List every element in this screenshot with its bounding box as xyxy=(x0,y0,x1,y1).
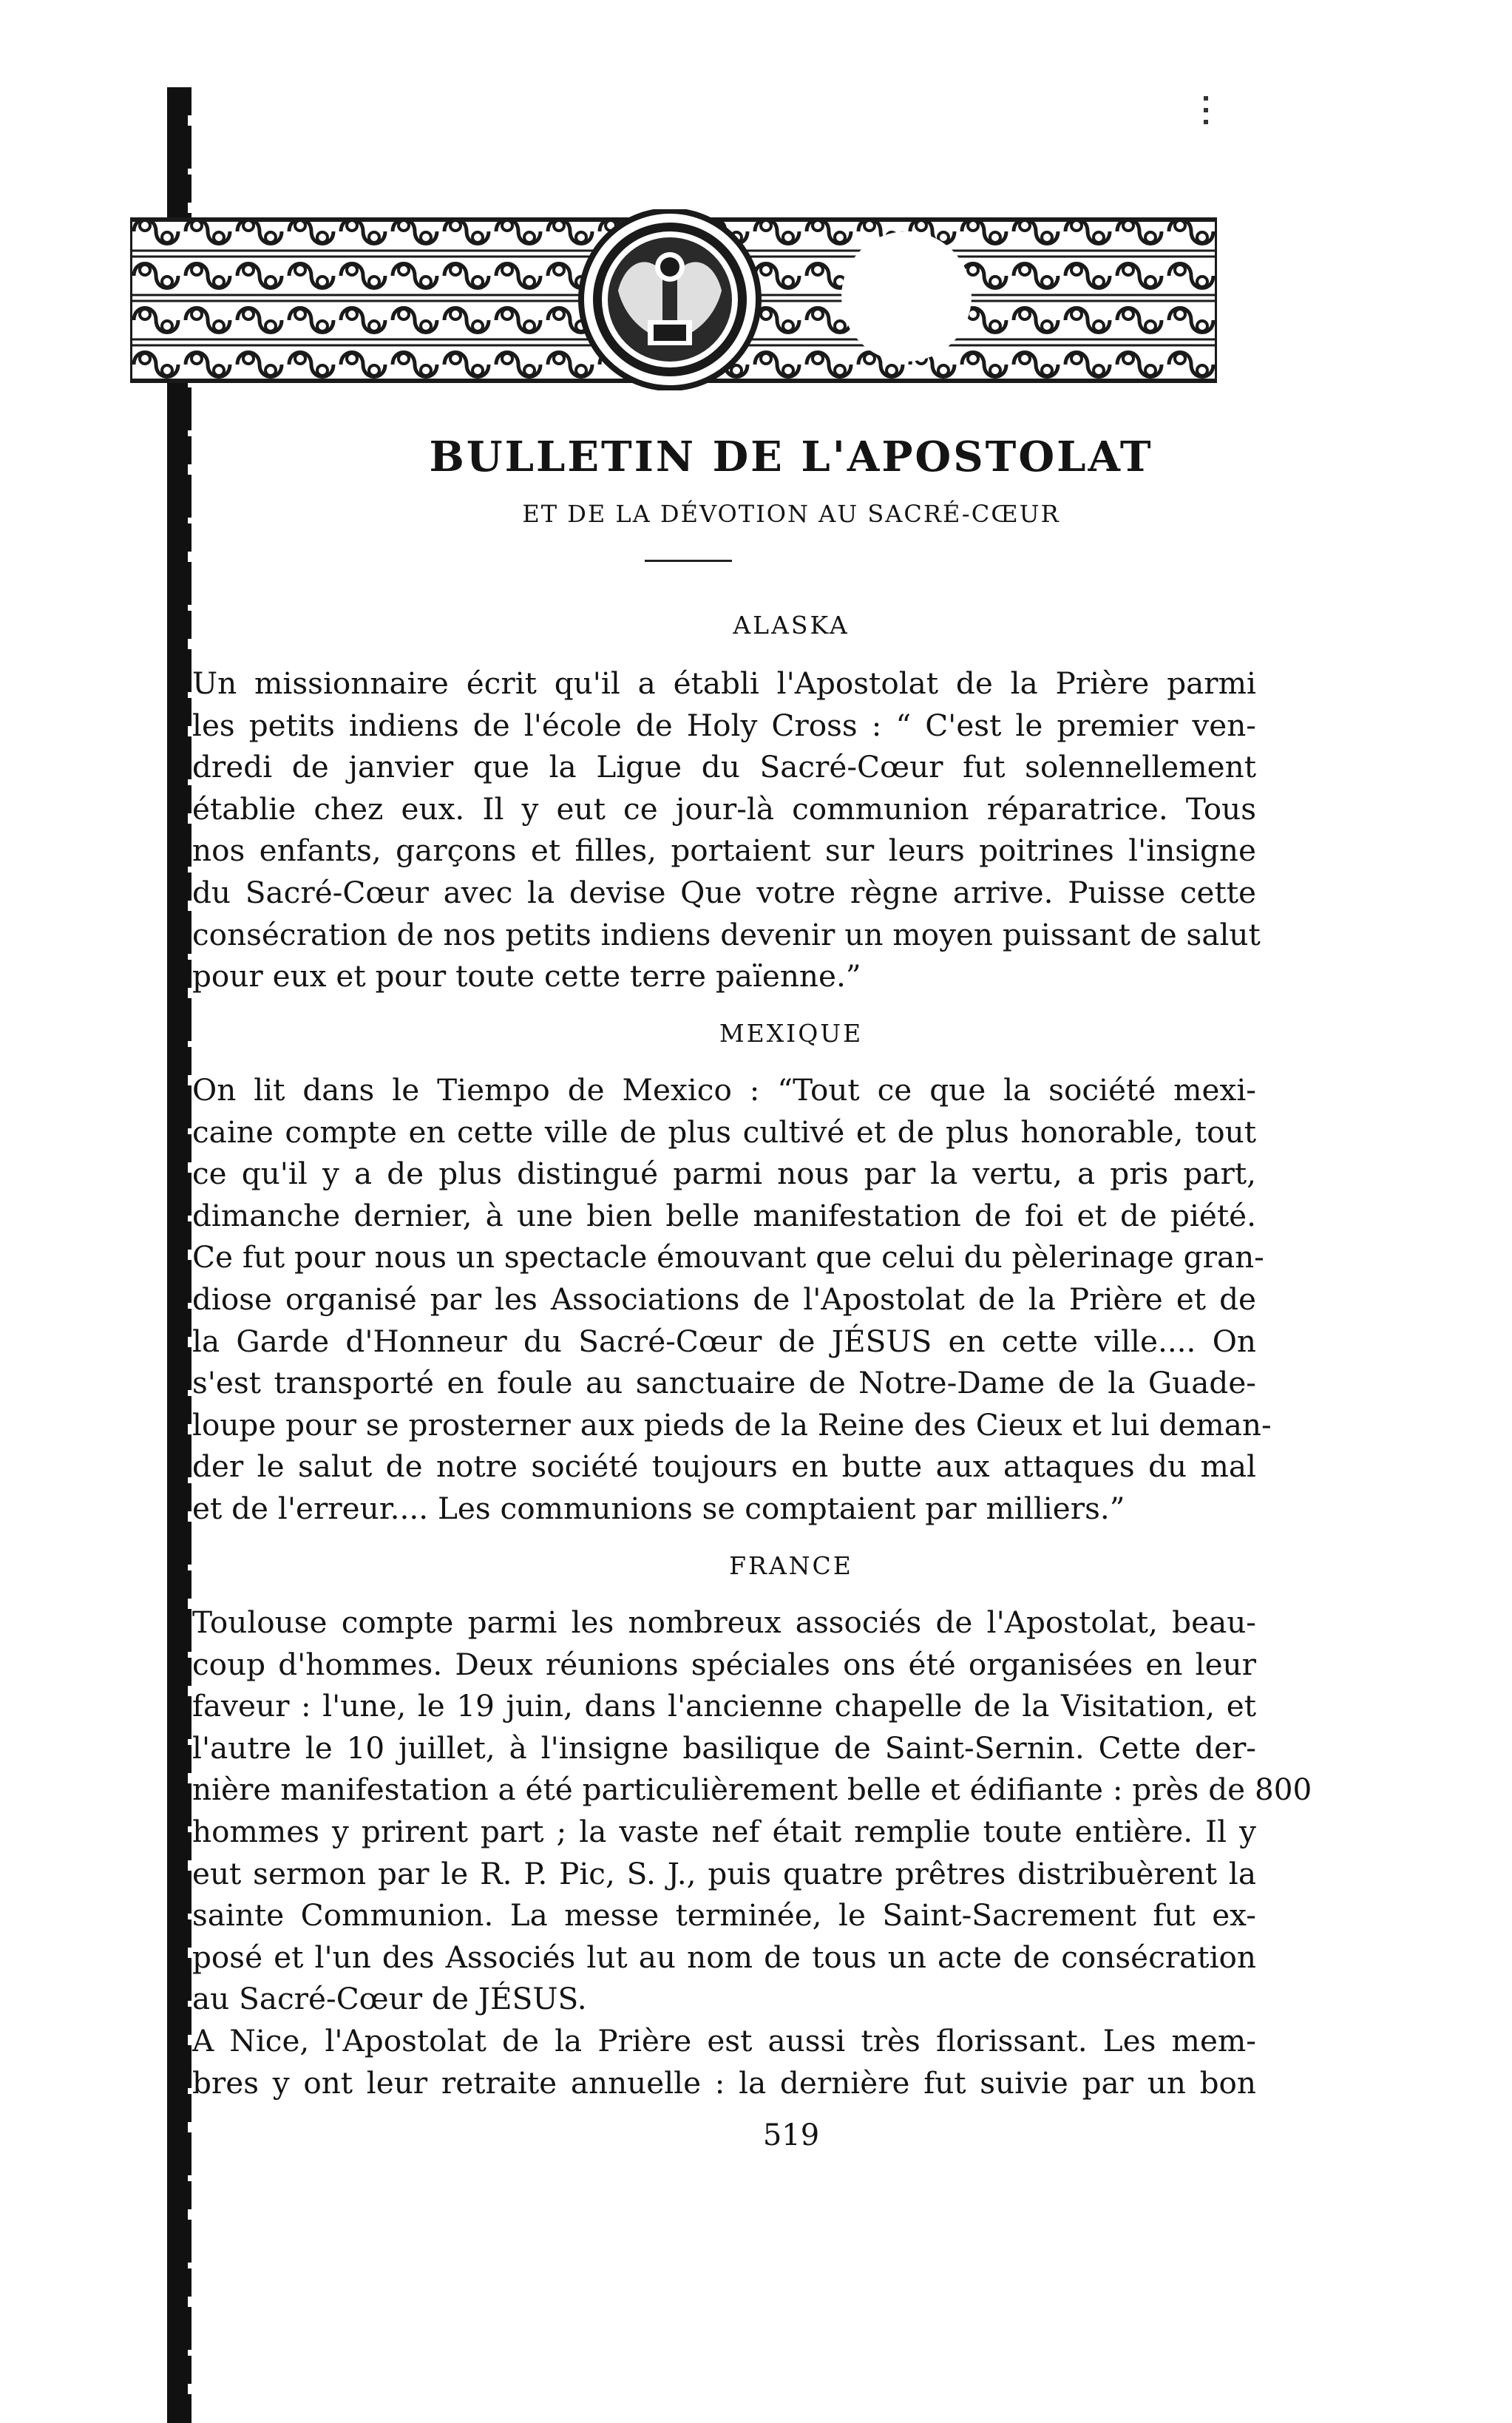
text-line: faveur : l'une, le 19 juin, dans l'ancienne chapelle de la Visitation, et xyxy=(192,1688,1256,1724)
section-heading-france: FRANCE xyxy=(729,1551,853,1580)
paragraph-mexique xyxy=(172,1069,1272,1530)
corner-mark xyxy=(1204,96,1208,126)
text-line: et de l'erreur.... Les communions se comptaient par milliers.” xyxy=(192,1490,1125,1526)
text-line: eut sermon par le R. P. Pic, S. J., puis quatre prêtres distribuèrent la xyxy=(192,1855,1256,1891)
bulletin-title: BULLETIN DE L'APOSTOLAT xyxy=(429,433,1153,481)
text-line: bres y ont leur retraite annuelle : la dernière fut suivie par un bon xyxy=(192,2064,1256,2101)
text-line: Toulouse compte parmi les nombreux associés de l'Apostolat, beau- xyxy=(192,1604,1256,1640)
text-line: Ce fut pour nous un spectacle émouvant que celui du pèlerinage gran- xyxy=(192,1239,1264,1275)
text-line: On lit dans le Tiempo de Mexico : “Tout ce que la société mexi- xyxy=(192,1072,1256,1108)
text-line: Un missionnaire écrit qu'il a établi l'Apostolat de la Prière parmi xyxy=(192,665,1256,701)
text-line: loupe pour se prosterner aux pieds de la Reine des Cieux et lui deman- xyxy=(192,1406,1272,1443)
text-line: der le salut de notre société toujours en butte aux attaques du mal xyxy=(192,1448,1256,1485)
text-line: établie chez eux. Il y eut ce jour-là communion réparatrice. Tous xyxy=(192,790,1256,827)
text-line: caine compte en cette ville de plus cultivé et de plus honorable, tout xyxy=(192,1114,1256,1150)
text-line: A Nice, l'Apostolat de la Prière est aussi très florissant. Les mem- xyxy=(192,2023,1256,2058)
paragraph-alaska xyxy=(172,662,1261,997)
text-line: du Sacré-Cœur avec la devise Que votre règne arrive. Puisse cette xyxy=(192,874,1256,910)
text-line: posé et l'un des Associés lut au nom de tous un acte de consécration xyxy=(192,1939,1256,1975)
section-heading-mexique: MEXIQUE xyxy=(719,1019,864,1048)
text-line: sainte Communion. La messe terminée, le Saint-Sacrement fut ex- xyxy=(192,1897,1256,1934)
text-line: consécration de nos petits indiens devenir un moyen puissant de salut xyxy=(192,916,1261,952)
text-line: les petits indiens de l'école de Holy Cross : “ C'est le premier ven- xyxy=(192,707,1256,743)
text-line: nière manifestation a été particulièrement belle et édifiante : près de 800 xyxy=(192,1772,1312,1808)
text-line: hommes y prirent part ; la vaste nef était remplie toute entière. Il y xyxy=(192,1813,1256,1849)
text-line: s'est transporté en foule au sanctuaire de Notre-Dame de la Guade- xyxy=(192,1365,1256,1401)
text-line: l'autre le 10 juillet, à l'insigne basilique de Saint-Sernin. Cette der- xyxy=(192,1729,1256,1766)
text-line: dredi de janvier que la Ligue du Sacré-Cœur fut solennellement xyxy=(192,749,1256,785)
title-divider xyxy=(645,560,732,562)
page-number: 519 xyxy=(762,2118,820,2152)
ornamental-header-band xyxy=(130,209,1217,390)
text-line: au Sacré-Cœur de JÉSUS. xyxy=(192,1981,587,2017)
text-line: nos enfants, garçons et filles, portaient sur leurs poitrines l'insigne xyxy=(192,833,1256,869)
section-heading-alaska: ALASKA xyxy=(733,611,850,640)
paragraph-france-nice xyxy=(172,2020,1256,2104)
text-line: la Garde d'Honneur du Sacré-Cœur de JÉSUS en cette ville.... On xyxy=(192,1323,1256,1359)
text-line: dimanche dernier, à une bien belle manifestation de foi et de piété. xyxy=(192,1197,1256,1233)
text-line: coup d'hommes. Deux réunions spéciales ons été organisées en leur xyxy=(192,1646,1256,1682)
text-line: ce qu'il y a de plus distingué parmi nous par la vertu, a pris part, xyxy=(192,1156,1256,1192)
paragraph-france-toulouse xyxy=(172,1602,1312,2020)
text-line: pour eux et pour toute cette terre païenne.” xyxy=(192,958,861,994)
text-line: diose organisé par les Associations de l'Apostolat de la Prière et de xyxy=(192,1281,1256,1317)
bulletin-subtitle: ET DE LA DÉVOTION AU SACRÉ-CŒUR xyxy=(522,500,1060,528)
